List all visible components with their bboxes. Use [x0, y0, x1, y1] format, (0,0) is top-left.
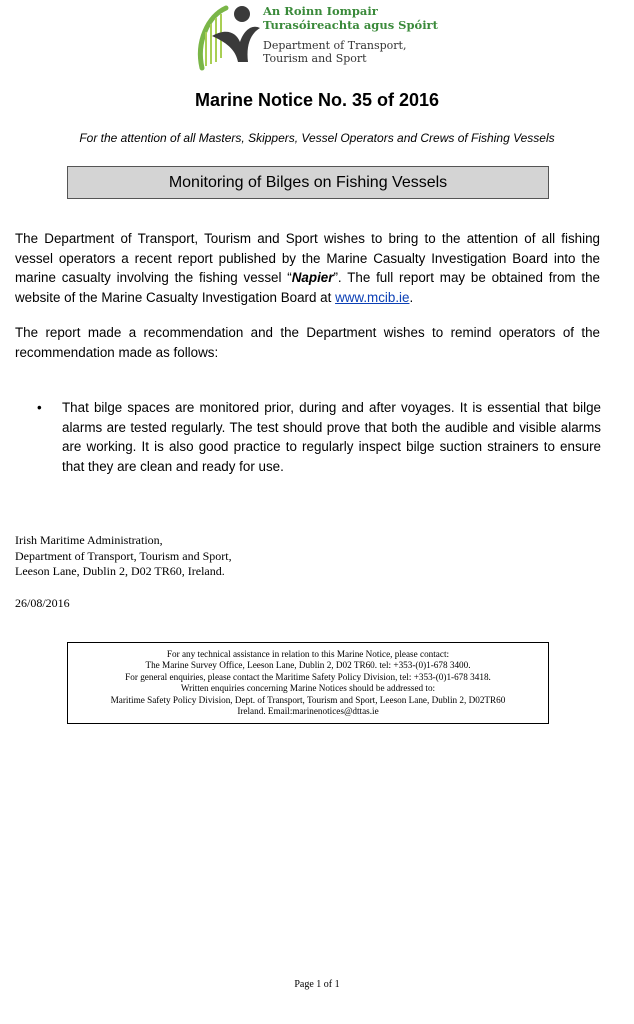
contact-line: For general enquiries, please contact the Maritime Safety Policy Division, tel: +353-(0)1-678 3418.: [125, 671, 491, 682]
paragraph-1-before: The Department of Transport, Tourism and Sport wishes to bring to the attention of all fishing vessel operators a recent report published by the Marine Casualty Investigation Board into the marine casualty involving the fishing vessel “: [15, 231, 600, 285]
logo-line-ga-2: Turasóireachta agus Spóirt: [263, 18, 438, 32]
notice-date: 26/08/2016: [15, 596, 70, 610]
attention-line: For the attention of all Masters, Skippers, Vessel Operators and Crews of Fishing Vessels: [79, 131, 555, 145]
logo-line-ga-1: An Roinn Iompair: [263, 4, 378, 18]
page-footer: Page 1 of 1: [294, 979, 340, 990]
paragraph-2: The report made a recommendation and the Department wishes to remind operators of the recommendation made as follows:: [15, 325, 600, 360]
page-title: Marine Notice No. 35 of 2016: [194, 90, 440, 110]
subject-text: Monitoring of Bilges on Fishing Vessels: [168, 173, 448, 191]
bullet-icon: •: [37, 400, 42, 415]
address-block: [15, 533, 232, 580]
paragraph-1-end: .: [409, 289, 414, 305]
paragraph-1: [15, 229, 600, 307]
contact-line: Maritime Safety Policy Division, Dept. of Transport, Tourism and Sport, Leeson Lane, Dublin 2, D02TR60: [110, 694, 506, 705]
contact-box: [67, 642, 549, 724]
logo-text: [263, 4, 438, 65]
mcib-link[interactable]: www.mcib.ie: [335, 289, 410, 305]
contact-line: The Marine Survey Office, Leeson Lane, Dublin 2, D02 TR60. tel: +353-(0)1-678 3400.: [145, 660, 471, 671]
contact-line: Written enquiries concerning Marine Notices should be addressed to:: [180, 683, 436, 694]
contact-line: For any technical assistance in relation to this Marine Notice, please contact:: [166, 649, 450, 659]
logo-line-en-2: Tourism and Sport: [263, 52, 367, 65]
address-line: Irish Maritime Administration,: [15, 533, 163, 547]
logo-line-en-1: Department of Transport,: [263, 39, 407, 52]
subject-box: [67, 166, 549, 199]
address-line: Leeson Lane, Dublin 2, D02 TR60, Ireland.: [15, 564, 225, 578]
address-line: Department of Transport, Tourism and Sport,: [15, 548, 232, 563]
bullet-text: That bilge spaces are monitored prior, during and after voyages. It is essential that bilge alarms are tested regularly. The test should prove that both the audible and visible alarms are working. It is also good practice to regularly inspect bilge suction strainers to ensure that they are clean and ready for use.: [62, 400, 601, 474]
contact-line: Ireland. Email:marinenotices@dttas.ie: [237, 706, 379, 717]
paragraph-1-after: ”. The full report may be obtained from the website of the Marine Casualty Investigation Board at: [15, 270, 601, 305]
vessel-name: Napier: [291, 270, 334, 285]
